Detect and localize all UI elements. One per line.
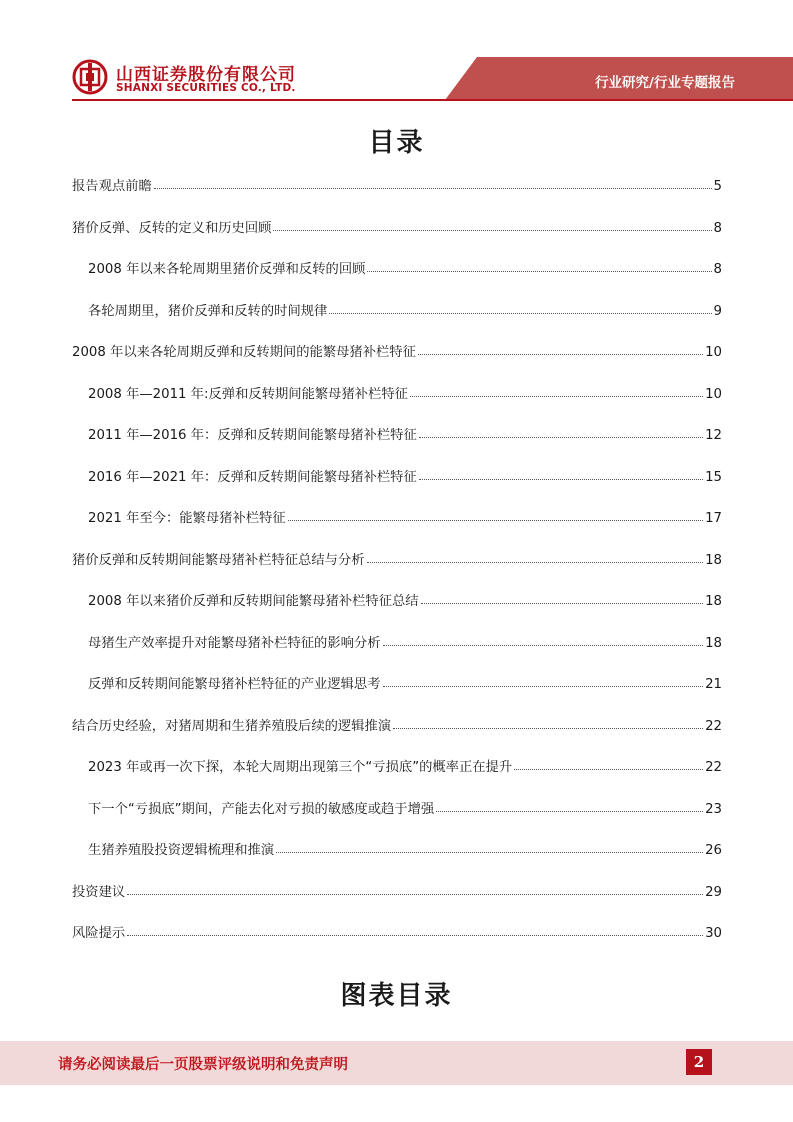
disclaimer-text: 请务必阅读最后一页股票评级说明和免责声明 <box>58 1057 348 1073</box>
toc-leader-dots <box>393 727 703 729</box>
toc-entry-page: 15 <box>705 469 722 485</box>
toc-leader-dots <box>127 934 703 936</box>
toc-entry[interactable] <box>72 546 722 568</box>
toc-entry-page: 26 <box>705 843 722 858</box>
toc-subentry[interactable] <box>88 463 722 485</box>
toc-subentry[interactable] <box>88 753 722 775</box>
toc-leader-dots <box>410 395 703 397</box>
toc-leader-dots <box>383 685 704 687</box>
toc-leader-dots <box>418 353 703 355</box>
company-logo-icon <box>72 59 108 95</box>
toc-entry[interactable] <box>72 919 722 941</box>
toc-entry-title: 投资建议 <box>72 884 126 900</box>
toc-leader-dots <box>276 851 703 853</box>
toc-entry-page: 10 <box>705 386 722 402</box>
toc-entry-page: 8 <box>713 262 722 277</box>
toc-entry-title: 下一个“亏损底”期间，产能去化对亏损的敏感度或趋于增强 <box>88 801 435 817</box>
page-number: 2 <box>686 1049 712 1075</box>
toc-entry-page: 5 <box>713 179 722 194</box>
toc-entry-title: 2016 年—2021 年：反弹和反转期间能繁母猪补栏特征 <box>88 469 417 485</box>
header-divider <box>72 99 793 101</box>
toc-entry-page: 22 <box>705 760 722 775</box>
figures-heading: 图表目录 <box>340 981 453 1011</box>
toc-leader-dots <box>329 312 711 314</box>
toc-entry-title: 2008 年以来猪价反弹和反转期间能繁母猪补栏特征总结 <box>88 594 419 609</box>
report-type-label: 行业研究/行业专题报告 <box>595 75 735 91</box>
toc-entry-title: 2008 年以来各轮周期反弹和反转期间的能繁母猪补栏特征 <box>72 345 416 360</box>
toc-leader-dots <box>514 768 703 770</box>
toc-entry-page: 21 <box>705 677 722 692</box>
toc-entry[interactable] <box>72 712 722 734</box>
toc-entry-page: 18 <box>705 594 722 609</box>
toc-leader-dots <box>421 602 703 604</box>
toc-leader-dots <box>127 893 703 895</box>
toc-subentry[interactable] <box>88 380 722 402</box>
toc-subentry[interactable] <box>88 504 722 526</box>
toc-entry-page: 8 <box>713 220 722 236</box>
toc-subentry[interactable] <box>88 255 722 277</box>
toc-leader-dots <box>367 270 711 272</box>
toc-entry-page: 18 <box>705 552 722 568</box>
toc-entry-page: 9 <box>713 303 722 319</box>
toc-subentry[interactable] <box>88 421 722 443</box>
toc-leader-dots <box>273 229 711 231</box>
toc-entry[interactable] <box>72 878 722 900</box>
toc-entry-page: 17 <box>705 511 722 526</box>
toc-leader-dots <box>436 810 703 812</box>
toc-entry[interactable] <box>72 338 722 360</box>
toc-entry-title: 2011 年—2016 年：反弹和反转期间能繁母猪补栏特征 <box>88 428 417 443</box>
toc-entry-title: 2021 年至今：能繁母猪补栏特征 <box>88 511 286 526</box>
toc-entry[interactable] <box>72 172 722 194</box>
toc-subentry[interactable] <box>88 795 722 817</box>
toc-entry-title: 母猪生产效率提升对能繁母猪补栏特征的影响分析 <box>88 635 381 651</box>
toc-entry-page: 23 <box>705 801 722 817</box>
company-name-en: SHANXI SECURITIES CO., LTD. <box>116 82 296 94</box>
toc-entry-title: 风险提示 <box>72 926 126 941</box>
toc-entry-title: 反弹和反转期间能繁母猪补栏特征的产业逻辑思考 <box>88 677 381 692</box>
toc-entry-page: 10 <box>705 345 722 360</box>
toc-entry-title: 报告观点前瞻 <box>72 179 152 194</box>
toc-subentry[interactable] <box>88 629 722 651</box>
toc-leader-dots <box>419 436 703 438</box>
toc-subentry[interactable] <box>88 587 722 609</box>
toc-subentry[interactable] <box>88 836 722 858</box>
toc-entry-page: 18 <box>705 635 722 651</box>
toc-entry-title: 各轮周期里，猪价反弹和反转的时间规律 <box>88 303 328 319</box>
toc-entry-title: 生猪养殖股投资逻辑梳理和推演 <box>88 843 275 858</box>
toc-entry-page: 12 <box>705 428 722 443</box>
company-name-cn: 山西证券股份有限公司 <box>116 65 296 85</box>
toc-leader-dots <box>154 187 712 189</box>
toc-entry[interactable] <box>72 214 722 236</box>
toc-entry-title: 结合历史经验，对猪周期和生猪养殖股后续的逻辑推演 <box>72 718 392 734</box>
toc-entry-page: 29 <box>705 884 722 900</box>
toc-entry-title: 2008 年以来各轮周期里猪价反弹和反转的回顾 <box>88 262 366 277</box>
toc-entry-page: 22 <box>705 718 722 734</box>
toc-leader-dots <box>288 519 703 521</box>
toc-heading: 目录 <box>368 128 425 158</box>
toc-subentry[interactable] <box>88 670 722 692</box>
toc-entry-title: 2008 年—2011 年:反弹和反转期间能繁母猪补栏特征 <box>88 386 408 402</box>
page-header <box>0 0 793 105</box>
toc-entry-page: 30 <box>705 926 722 941</box>
toc-leader-dots <box>367 561 704 563</box>
toc-leader-dots <box>383 644 704 646</box>
toc-subentry[interactable] <box>88 297 722 319</box>
toc-entry-title: 猪价反弹、反转的定义和历史回顾 <box>72 220 272 236</box>
toc-leader-dots <box>419 478 703 480</box>
toc-entry-title: 猪价反弹和反转期间能繁母猪补栏特征总结与分析 <box>72 552 365 568</box>
toc-entry-title: 2023 年或再一次下探，本轮大周期出现第三个“亏损底”的概率正在提升 <box>88 760 513 775</box>
